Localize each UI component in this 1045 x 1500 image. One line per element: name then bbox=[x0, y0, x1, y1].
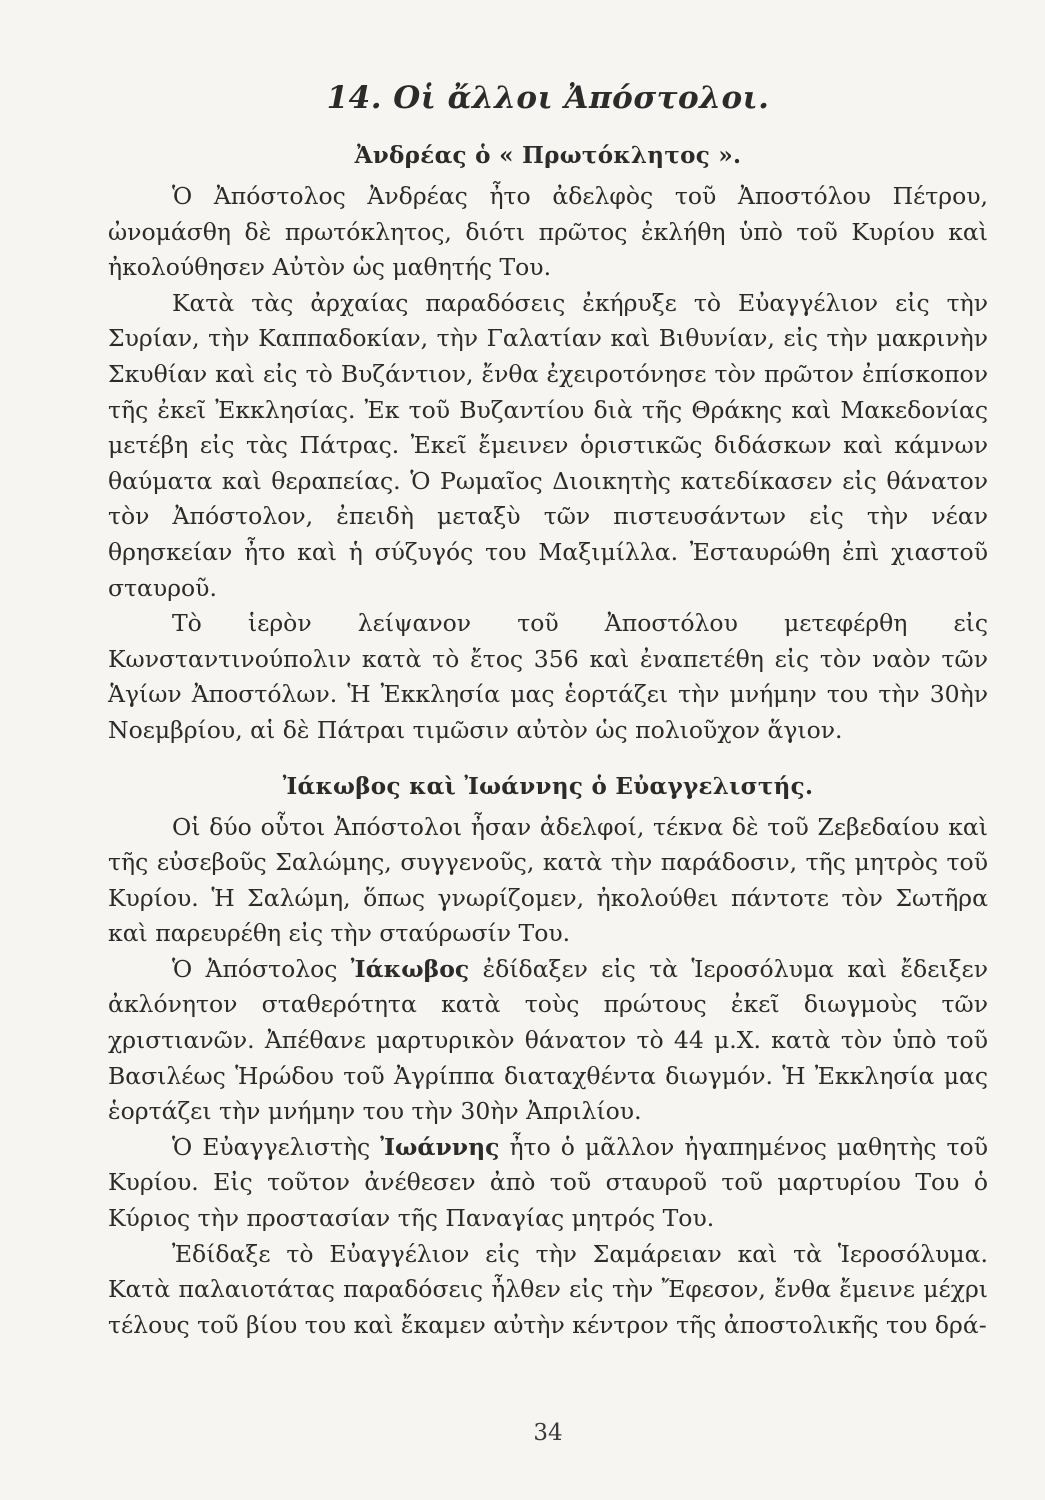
paragraph: Τὸ ἱερὸν λείψανον τοῦ Ἀποστόλου μετεφέρθη εἰς Κωνσταντινούπολιν κατὰ τὸ ἔτος 356 καὶ ἐναπετέθη εἰς τὸν ναὸν τῶν Ἁγίων Ἀποστόλων. Ἡ Ἐκκλησία μας ἑορτάζει τὴν μνήμην του τὴν 30ὴν Νοεμβρίου, αἱ δὲ Πάτραι τιμῶσιν αὐτὸν ὡς πολιοῦχον ἅγιον. bbox=[108, 609, 988, 744]
bold-name-ioannis: Ἰωάννης bbox=[380, 1132, 500, 1161]
book-page bbox=[108, 68, 988, 1468]
paragraph: Ὁ Ἀπόστολος Ἀνδρέας ἦτο ἀδελφὸς τοῦ Ἀποστόλου Πέτρου, ὠνομάσθη δὲ πρωτόκλητος, διότι πρῶτος ἐκλήθη ὑπὸ τοῦ Κυρίου καὶ ἠκολούθησεν Αὐτὸν ὡς μαθητής Του. bbox=[108, 182, 988, 282]
paragraph: Οἱ δύο οὗτοι Ἀπόστολοι ἦσαν ἀδελφοί, τέκνα δὲ τοῦ Ζεβεδαίου καὶ τῆς εὐσεβοῦς Σαλώμης, συγγενοῦς, κατὰ τὴν παράδοσιν, τῆς μητρὸς τοῦ Κυρίου. Ἡ Σαλώμη, ὅπως γνωρίζομεν, ἠκολούθει πάντοτε τὸν Σωτῆρα καὶ παρευρέθη εἰς τὴν σταύρωσίν Του. bbox=[108, 812, 988, 948]
chapter-title: 14. Οἱ ἄλλοι Ἀπόστολοι. bbox=[326, 80, 770, 116]
bold-name-iakovos: Ἰάκωβος bbox=[350, 954, 470, 983]
paragraph bbox=[108, 1130, 988, 1237]
paragraph bbox=[108, 952, 988, 1130]
paragraph: Ἐδίδαξε τὸ Εὐαγγέλιον εἰς τὴν Σαμάρειαν καὶ τὰ Ἱεροσόλυμα. Κατὰ παλαιοτάτας παραδόσεις ἦλθεν εἰς τὴν Ἔφεσον, ἔνθα ἔμεινε μέχρι τέλους τοῦ βίου του καὶ ἔκαμεν αὐτὴν κέντρον τῆς ἀποστολικῆς του δρά- bbox=[108, 1239, 988, 1339]
paragraph-text: ἦτο ὁ μᾶλλον ἠγαπημένος μαθητὴς τοῦ Κυρίου. Εἰς τοῦτον ἀνέθεσεν ἀπὸ τοῦ σταυροῦ τοῦ μαρτυρίου Του ὁ Κύριος τὴν προστασίαν τῆς Παναγίας μητρός Του. bbox=[108, 1132, 988, 1233]
paragraph-text: Ὁ Ἀπόστολος bbox=[172, 954, 351, 983]
paragraph-text: ἐδίδαξεν εἰς τὰ Ἱεροσόλυμα καὶ ἔδειξεν ἀκλόνητον σταθερότητα κατὰ τοὺς πρώτους ἐκεῖ διωγμοὺς τῶν χριστιανῶν. Ἀπέθανε μαρτυρικὸν θάνατον τὸ 44 μ.Χ. κατὰ τὸν ὑπὸ τοῦ Βασιλέως Ἡρώδου τοῦ Ἀγρίππα διαταχθέντα διωγμόν. Ἡ Ἐκκλησία μας ἑορτάζει τὴν μνήμην του τὴν 30ὴν Ἀπριλίου. bbox=[108, 954, 988, 1126]
section-heading-andreas: Ἀνδρέας ὁ « Πρωτόκλητος ». bbox=[354, 142, 742, 169]
section-heading-iakovos-ioannis: Ἰάκωβος καὶ Ἰωάννης ὁ Εὐαγγελιστής. bbox=[282, 772, 814, 800]
paragraph: Κατὰ τὰς ἀρχαίας παραδόσεις ἐκήρυξε τὸ Εὐαγγέλιον εἰς τὴν Συρίαν, τὴν Καππαδοκίαν, τὴν Γαλατίαν καὶ Βιθυνίαν, εἰς τὴν μακρινὴν Σκυθίαν καὶ εἰς τὸ Βυζάντιον, ἔνθα ἐχειροτόνησε τὸν πρῶτον ἐπίσκοπον τῆς ἐκεῖ Ἐκκλησίας. Ἐκ τοῦ Βυζαντίου διὰ τῆς Θράκης καὶ Μακεδονίας μετέβη εἰς τὰς Πάτρας. Ἐκεῖ ἔμεινεν ὁριστικῶς διδάσκων καὶ κάμνων θαύματα καὶ θεραπείας. Ὁ Ρωμαῖος Διοικητὴς κατεδίκασεν εἰς θάνατον τὸν Ἀπόστολον, ἐπειδὴ μεταξὺ τῶν πιστευσάντων εἰς τὴν νέαν θρησκείαν ἦτο καὶ ἡ σύζυγός του Μαξιμίλλα. Ἐσταυρώθη ἐπὶ χιαστοῦ σταυροῦ. bbox=[108, 288, 988, 602]
page-number: 34 bbox=[533, 1420, 563, 1446]
paragraph-text: Ὁ Εὐαγγελιστὴς bbox=[172, 1132, 381, 1161]
